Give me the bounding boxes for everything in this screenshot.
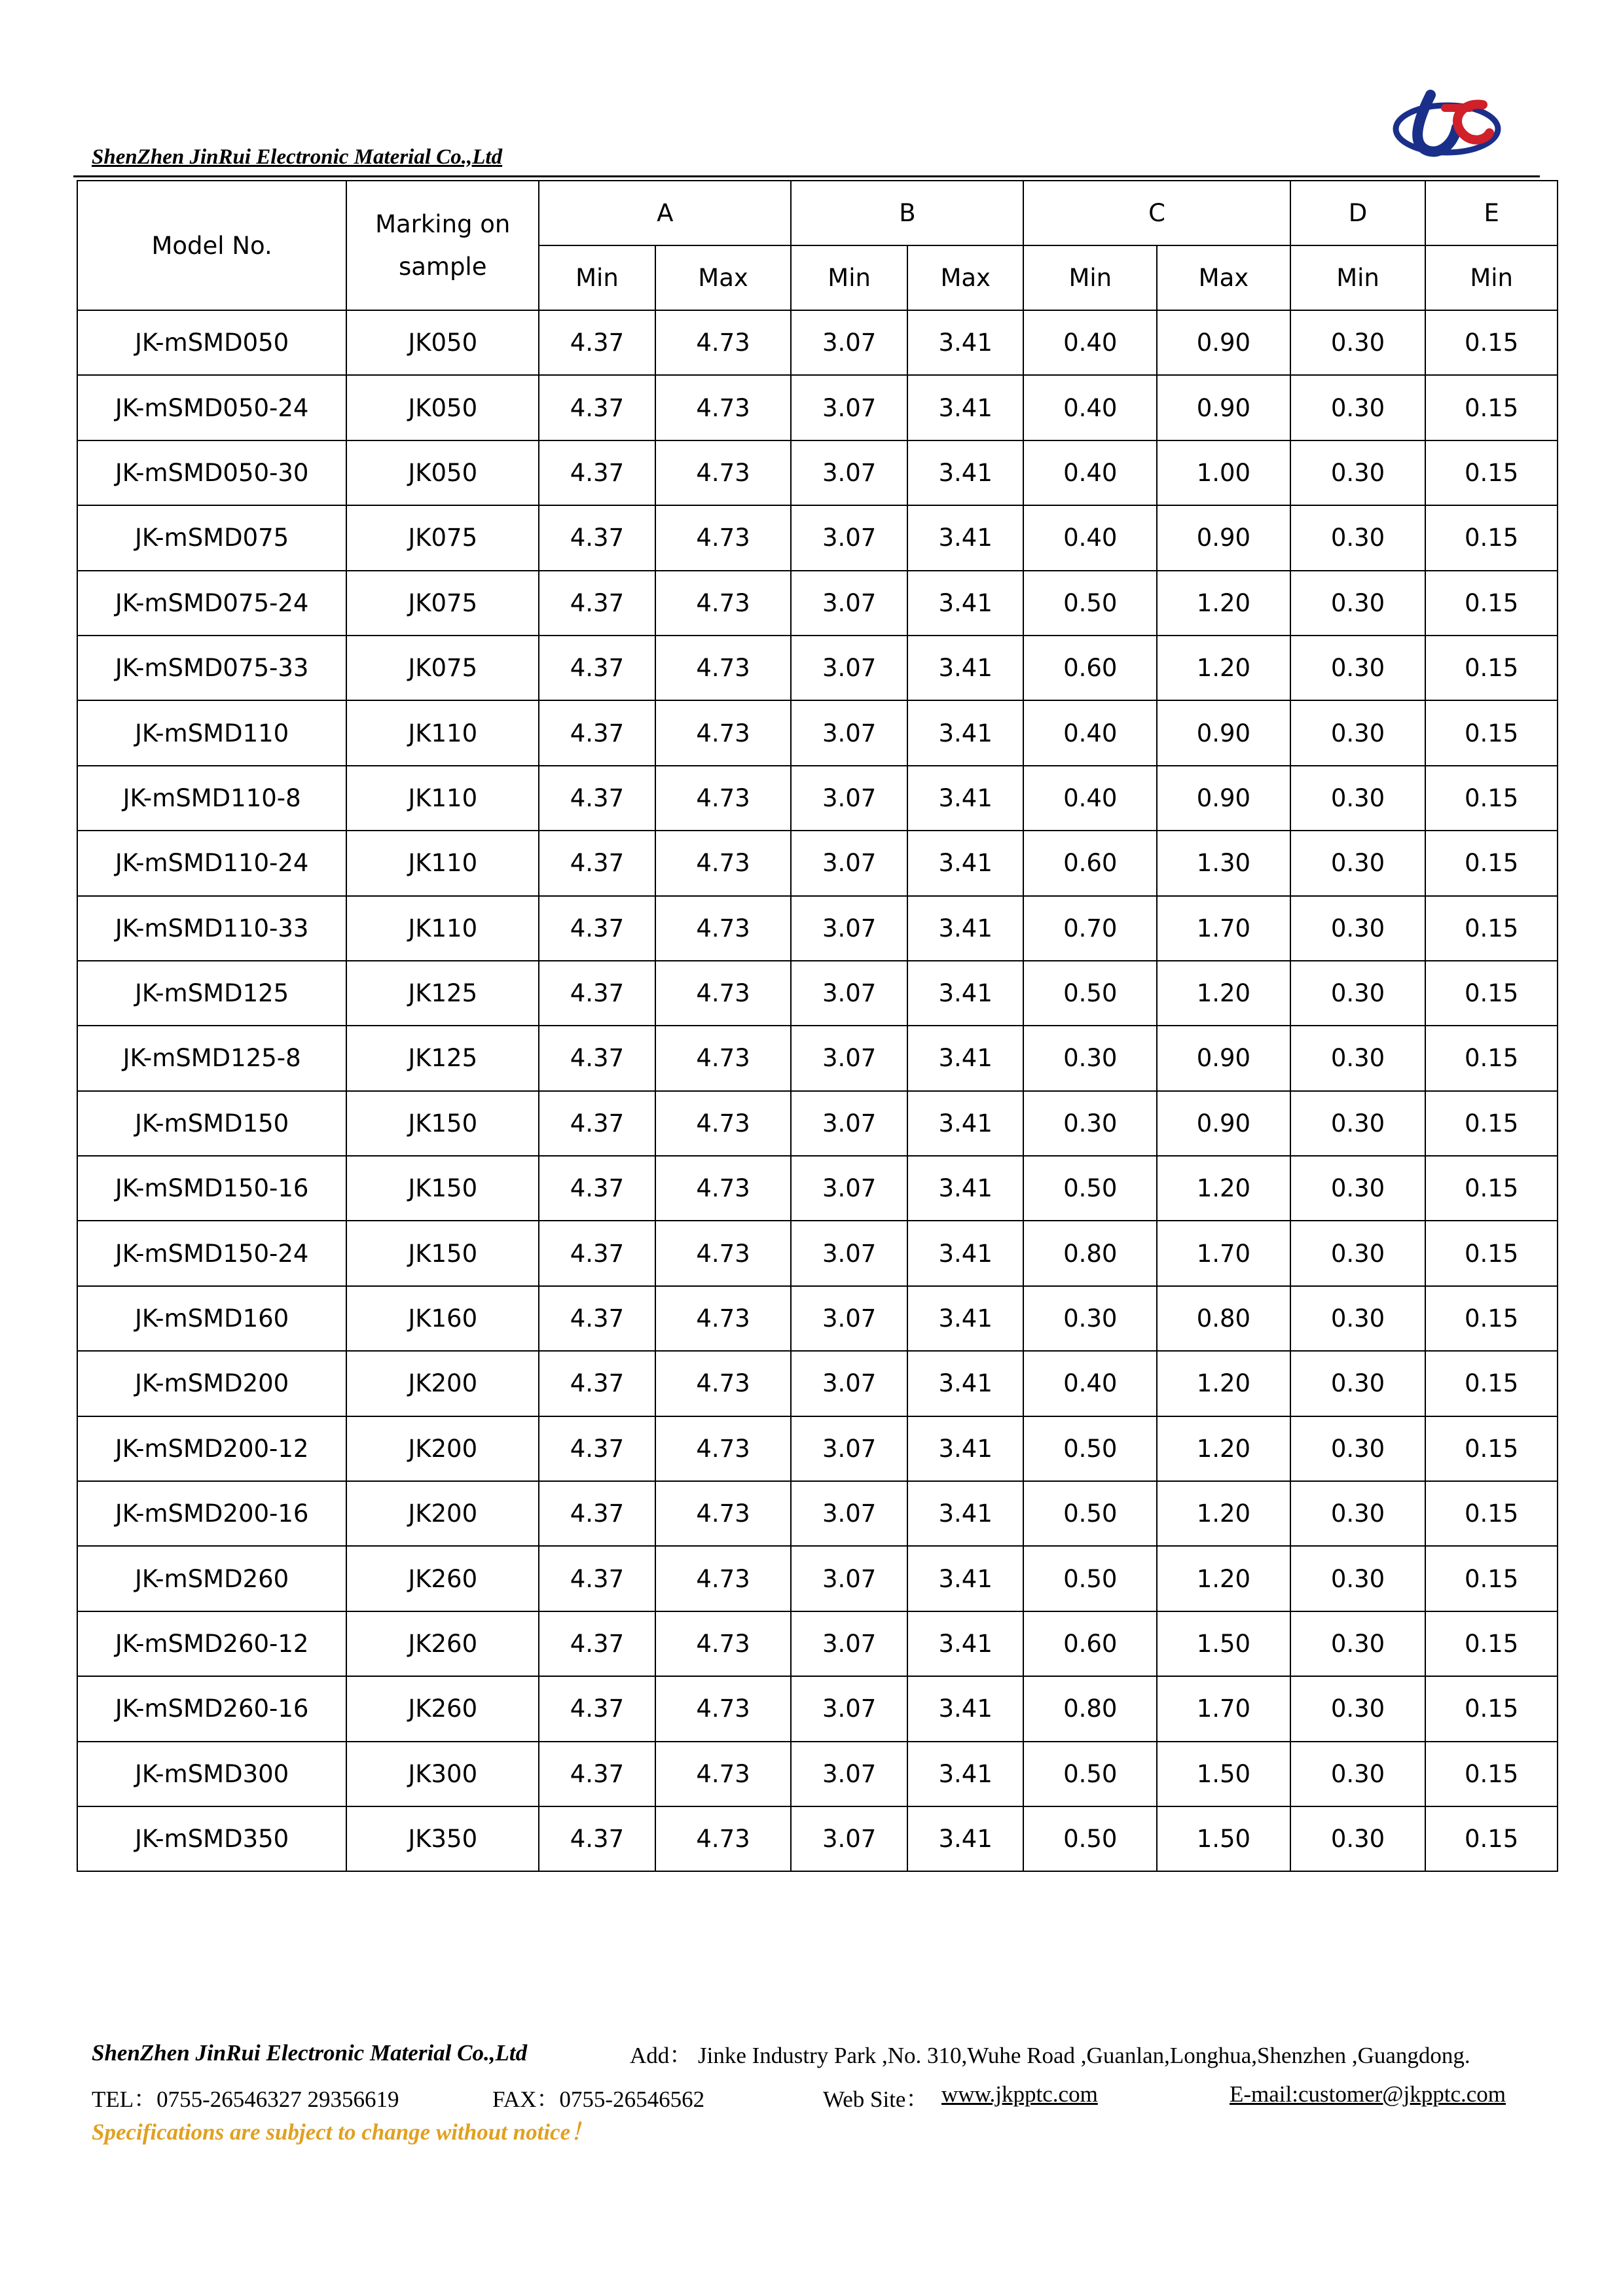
marking-cell: JK160 — [346, 1286, 539, 1351]
dimension-cell: 0.40 — [1023, 505, 1157, 570]
dimension-cell: 0.90 — [1157, 505, 1290, 570]
dimension-cell: 0.30 — [1290, 896, 1426, 961]
dimension-cell: 3.07 — [791, 1416, 907, 1481]
table-row — [77, 1286, 1558, 1351]
dimension-cell: 1.70 — [1157, 1676, 1290, 1741]
marking-cell: JK110 — [346, 831, 539, 895]
dimension-cell: 4.37 — [539, 896, 655, 961]
column-group-d: D — [1290, 181, 1426, 245]
marking-cell: JK110 — [346, 766, 539, 831]
dimension-cell: 0.40 — [1023, 700, 1157, 765]
dimension-cell: 4.37 — [539, 1546, 655, 1611]
dimension-cell: 0.30 — [1290, 1676, 1426, 1741]
dimension-cell: 0.60 — [1023, 636, 1157, 700]
dimension-cell: 0.30 — [1290, 1481, 1426, 1546]
dimension-cell: 3.41 — [907, 1351, 1024, 1416]
table-row — [77, 310, 1558, 375]
dimension-cell: 4.73 — [655, 1026, 792, 1090]
dimension-cell: 0.40 — [1023, 375, 1157, 440]
dimension-cell: 0.30 — [1290, 1351, 1426, 1416]
dimension-cell: 3.07 — [791, 1026, 907, 1090]
dimension-cell: 3.07 — [791, 1806, 907, 1871]
dimension-cell: 0.30 — [1290, 700, 1426, 765]
table-row — [77, 571, 1558, 636]
dimension-cell: 0.40 — [1023, 440, 1157, 505]
marking-cell: JK110 — [346, 700, 539, 765]
dimension-cell: 3.07 — [791, 1286, 907, 1351]
marking-cell: JK150 — [346, 1221, 539, 1285]
model-cell: JK-mSMD350 — [77, 1806, 346, 1871]
dimension-cell: 4.37 — [539, 1416, 655, 1481]
dimension-cell: 0.15 — [1425, 1156, 1558, 1221]
dimension-cell: 3.07 — [791, 505, 907, 570]
dimension-cell: 1.50 — [1157, 1806, 1290, 1871]
footer-company-name: ShenZhen JinRui Electronic Material Co.,Ltd — [92, 2040, 528, 2066]
table-row — [77, 831, 1558, 895]
dimension-cell: 3.07 — [791, 831, 907, 895]
model-cell: JK-mSMD050-24 — [77, 375, 346, 440]
marking-cell: JK125 — [346, 1026, 539, 1090]
dimension-cell: 0.15 — [1425, 1546, 1558, 1611]
footer-notice: Specifications are subject to change without notice！ — [92, 2119, 594, 2145]
dimension-cell: 3.41 — [907, 1742, 1024, 1806]
dimension-cell: 0.15 — [1425, 1676, 1558, 1741]
dimension-cell: 0.50 — [1023, 961, 1157, 1026]
table-row — [77, 1416, 1558, 1481]
dimension-cell: 1.70 — [1157, 1221, 1290, 1285]
model-cell: JK-mSMD075 — [77, 505, 346, 570]
dimension-cell: 0.50 — [1023, 1806, 1157, 1871]
dimension-cell: 4.37 — [539, 1221, 655, 1285]
column-header-model: Model No. — [77, 181, 346, 310]
dimension-cell: 4.37 — [539, 636, 655, 700]
marking-cell: JK050 — [346, 375, 539, 440]
dimension-cell: 0.90 — [1157, 1091, 1290, 1156]
marking-cell: JK300 — [346, 1742, 539, 1806]
dimension-cell: 0.50 — [1023, 1742, 1157, 1806]
table-row — [77, 1026, 1558, 1090]
dimension-cell: 0.30 — [1290, 1156, 1426, 1221]
dimension-cell: 0.15 — [1425, 766, 1558, 831]
dimension-cell: 1.20 — [1157, 961, 1290, 1026]
column-group-e: E — [1425, 181, 1558, 245]
dimension-cell: 3.41 — [907, 1026, 1024, 1090]
model-cell: JK-mSMD300 — [77, 1742, 346, 1806]
dimension-cell: 0.30 — [1290, 440, 1426, 505]
dimension-cell: 3.07 — [791, 1676, 907, 1741]
marking-cell: JK050 — [346, 440, 539, 505]
dimension-cell: 4.73 — [655, 1091, 792, 1156]
dimension-cell: 4.73 — [655, 636, 792, 700]
dimension-cell: 1.00 — [1157, 440, 1290, 505]
model-cell: JK-mSMD125-8 — [77, 1026, 346, 1090]
dimension-cell: 0.60 — [1023, 1611, 1157, 1676]
model-cell: JK-mSMD260-12 — [77, 1611, 346, 1676]
dimension-cell: 0.90 — [1157, 310, 1290, 375]
dimension-cell: 0.30 — [1290, 1416, 1426, 1481]
dimension-cell: 3.07 — [791, 440, 907, 505]
dimension-cell: 4.73 — [655, 1611, 792, 1676]
dimension-cell: 0.30 — [1290, 831, 1426, 895]
table-row — [77, 636, 1558, 700]
dimension-cell: 0.30 — [1023, 1026, 1157, 1090]
dimension-cell: 3.07 — [791, 375, 907, 440]
model-cell: JK-mSMD200 — [77, 1351, 346, 1416]
dimension-cell: 0.30 — [1290, 375, 1426, 440]
table-row — [77, 700, 1558, 765]
dimension-cell: 0.30 — [1290, 310, 1426, 375]
dimension-cell: 1.50 — [1157, 1611, 1290, 1676]
footer-tel: TEL：0755-26546327 29356619 — [92, 2087, 399, 2112]
dimension-cell: 0.15 — [1425, 375, 1558, 440]
dimension-cell: 1.20 — [1157, 636, 1290, 700]
dimension-cell: 3.41 — [907, 896, 1024, 961]
dimension-cell: 0.80 — [1023, 1221, 1157, 1285]
dimension-cell: 0.40 — [1023, 1351, 1157, 1416]
dimension-cell: 0.15 — [1425, 831, 1558, 895]
dimension-cell: 3.41 — [907, 636, 1024, 700]
dimension-cell: 0.15 — [1425, 1026, 1558, 1090]
marking-header-line2: sample — [398, 253, 487, 281]
footer-website-label: Web Site： — [823, 2087, 929, 2112]
marking-cell: JK050 — [346, 310, 539, 375]
model-cell: JK-mSMD260-16 — [77, 1676, 346, 1741]
column-subheader: Min — [791, 245, 907, 310]
table-row — [77, 1481, 1558, 1546]
dimension-cell: 0.15 — [1425, 1481, 1558, 1546]
dimension-cell: 0.30 — [1023, 1286, 1157, 1351]
dimension-cell: 3.07 — [791, 310, 907, 375]
table-row — [77, 375, 1558, 440]
marking-cell: JK075 — [346, 636, 539, 700]
dimension-cell: 0.15 — [1425, 1221, 1558, 1285]
column-group-a: A — [539, 181, 791, 245]
dimension-cell: 3.41 — [907, 375, 1024, 440]
dimension-cell: 0.15 — [1425, 1286, 1558, 1351]
dimension-cell: 3.07 — [791, 1351, 907, 1416]
dimension-cell: 4.37 — [539, 1156, 655, 1221]
dimension-cell: 4.73 — [655, 1221, 792, 1285]
dimension-cell: 0.15 — [1425, 1806, 1558, 1871]
dimension-cell: 1.70 — [1157, 896, 1290, 961]
marking-cell: JK260 — [346, 1611, 539, 1676]
column-subheader: Min — [1425, 245, 1558, 310]
dimension-cell: 4.73 — [655, 1481, 792, 1546]
model-cell: JK-mSMD110-8 — [77, 766, 346, 831]
marking-cell: JK075 — [346, 571, 539, 636]
dimension-cell: 0.15 — [1425, 636, 1558, 700]
marking-header-line1: Marking on — [375, 210, 511, 238]
dimension-cell: 3.07 — [791, 1546, 907, 1611]
footer-address: Add： Jinke Industry Park ,No. 310,Wuhe Road ,Guanlan,Longhua,Shenzhen ,Guangdong. — [630, 2043, 1470, 2068]
dimension-cell: 3.41 — [907, 766, 1024, 831]
dimension-cell: 3.41 — [907, 1416, 1024, 1481]
dimension-cell: 0.50 — [1023, 571, 1157, 636]
model-cell: JK-mSMD110-33 — [77, 896, 346, 961]
dimension-cell: 0.50 — [1023, 1156, 1157, 1221]
dimension-cell: 0.30 — [1290, 1026, 1426, 1090]
table-row — [77, 1351, 1558, 1416]
dimension-cell: 4.37 — [539, 310, 655, 375]
table-row — [77, 505, 1558, 570]
model-cell: JK-mSMD075-24 — [77, 571, 346, 636]
dimension-cell: 0.30 — [1290, 505, 1426, 570]
dimension-cell: 0.15 — [1425, 700, 1558, 765]
dimension-cell: 4.73 — [655, 310, 792, 375]
table-row — [77, 896, 1558, 961]
dimension-cell: 4.73 — [655, 1156, 792, 1221]
dimension-cell: 3.41 — [907, 310, 1024, 375]
dimension-cell: 3.41 — [907, 1611, 1024, 1676]
column-subheader: Min — [539, 245, 655, 310]
dimension-cell: 4.37 — [539, 831, 655, 895]
model-cell: JK-mSMD200-16 — [77, 1481, 346, 1546]
dimension-cell: 0.30 — [1290, 766, 1426, 831]
spec-table — [77, 180, 1558, 1872]
table-row — [77, 961, 1558, 1026]
header-company-name: ShenZhen JinRui Electronic Material Co.,Ltd — [92, 145, 503, 169]
dimension-cell: 3.41 — [907, 1806, 1024, 1871]
dimension-cell: 0.15 — [1425, 1416, 1558, 1481]
dimension-cell: 3.07 — [791, 636, 907, 700]
dimension-cell: 0.30 — [1290, 1806, 1426, 1871]
dimension-cell: 0.15 — [1425, 1611, 1558, 1676]
dimension-cell: 3.07 — [791, 1156, 907, 1221]
dimension-cell: 0.30 — [1290, 1286, 1426, 1351]
dimension-cell: 3.07 — [791, 571, 907, 636]
dimension-cell: 4.37 — [539, 1481, 655, 1546]
marking-cell: JK110 — [346, 896, 539, 961]
dimension-cell: 0.50 — [1023, 1481, 1157, 1546]
dimension-cell: 3.41 — [907, 1481, 1024, 1546]
model-cell: JK-mSMD050-30 — [77, 440, 346, 505]
dimension-cell: 4.37 — [539, 1091, 655, 1156]
column-header-marking — [346, 181, 539, 310]
table-row — [77, 1676, 1558, 1741]
dimension-cell: 1.50 — [1157, 1742, 1290, 1806]
table-row — [77, 766, 1558, 831]
dimension-cell: 1.20 — [1157, 1351, 1290, 1416]
column-subheader: Min — [1290, 245, 1426, 310]
dimension-cell: 4.37 — [539, 1026, 655, 1090]
marking-cell: JK200 — [346, 1481, 539, 1546]
column-group-b: B — [791, 181, 1023, 245]
dimension-cell: 4.37 — [539, 1611, 655, 1676]
model-cell: JK-mSMD150-16 — [77, 1156, 346, 1221]
dimension-cell: 4.37 — [539, 571, 655, 636]
table-row — [77, 1091, 1558, 1156]
dimension-cell: 3.41 — [907, 1546, 1024, 1611]
model-cell: JK-mSMD150-24 — [77, 1221, 346, 1285]
dimension-cell: 4.73 — [655, 831, 792, 895]
dimension-cell: 0.15 — [1425, 571, 1558, 636]
dimension-cell: 4.37 — [539, 375, 655, 440]
dimension-cell: 0.15 — [1425, 440, 1558, 505]
dimension-cell: 0.90 — [1157, 700, 1290, 765]
dimension-cell: 3.07 — [791, 766, 907, 831]
model-cell: JK-mSMD050 — [77, 310, 346, 375]
model-cell: JK-mSMD075-33 — [77, 636, 346, 700]
model-cell: JK-mSMD150 — [77, 1091, 346, 1156]
company-logo-icon — [1391, 82, 1503, 167]
dimension-cell: 4.37 — [539, 1286, 655, 1351]
dimension-cell: 0.15 — [1425, 896, 1558, 961]
model-cell: JK-mSMD110-24 — [77, 831, 346, 895]
dimension-cell: 0.15 — [1425, 1351, 1558, 1416]
dimension-cell: 3.07 — [791, 896, 907, 961]
dimension-cell: 0.30 — [1023, 1091, 1157, 1156]
dimension-cell: 3.41 — [907, 1221, 1024, 1285]
dimension-cell: 3.41 — [907, 1676, 1024, 1741]
table-row — [77, 440, 1558, 505]
dimension-cell: 4.37 — [539, 1806, 655, 1871]
dimension-cell: 4.73 — [655, 505, 792, 570]
dimension-cell: 3.41 — [907, 1156, 1024, 1221]
dimension-cell: 0.30 — [1290, 636, 1426, 700]
dimension-cell: 0.40 — [1023, 766, 1157, 831]
model-cell: JK-mSMD200-12 — [77, 1416, 346, 1481]
dimension-cell: 0.90 — [1157, 1026, 1290, 1090]
dimension-cell: 0.40 — [1023, 310, 1157, 375]
dimension-cell: 1.20 — [1157, 1156, 1290, 1221]
column-group-c: C — [1023, 181, 1290, 245]
dimension-cell: 0.90 — [1157, 766, 1290, 831]
model-cell: JK-mSMD160 — [77, 1286, 346, 1351]
dimension-cell: 4.73 — [655, 571, 792, 636]
dimension-cell: 4.73 — [655, 1351, 792, 1416]
dimension-cell: 0.30 — [1290, 571, 1426, 636]
dimension-cell: 0.30 — [1290, 1091, 1426, 1156]
dimension-cell: 0.80 — [1157, 1286, 1290, 1351]
dimension-cell: 3.41 — [907, 831, 1024, 895]
dimension-cell: 4.73 — [655, 440, 792, 505]
footer-contact-line — [92, 2081, 1532, 2111]
dimension-cell: 4.37 — [539, 1676, 655, 1741]
dimension-cell: 1.30 — [1157, 831, 1290, 895]
dimension-cell: 0.50 — [1023, 1546, 1157, 1611]
dimension-cell: 3.41 — [907, 961, 1024, 1026]
dimension-cell: 1.20 — [1157, 571, 1290, 636]
header-rule — [73, 175, 1540, 177]
model-cell: JK-mSMD260 — [77, 1546, 346, 1611]
dimension-cell: 0.70 — [1023, 896, 1157, 961]
header-row-groups — [77, 181, 1558, 245]
dimension-cell: 3.07 — [791, 1481, 907, 1546]
dimension-cell: 4.73 — [655, 1742, 792, 1806]
dimension-cell: 4.73 — [655, 1286, 792, 1351]
dimension-cell: 1.20 — [1157, 1481, 1290, 1546]
dimension-cell: 4.73 — [655, 1676, 792, 1741]
dimension-cell: 0.90 — [1157, 375, 1290, 440]
dimension-cell: 4.73 — [655, 896, 792, 961]
marking-cell: JK150 — [346, 1156, 539, 1221]
dimension-cell: 3.41 — [907, 505, 1024, 570]
dimension-cell: 4.73 — [655, 700, 792, 765]
table-row — [77, 1221, 1558, 1285]
marking-cell: JK125 — [346, 961, 539, 1026]
table-row — [77, 1611, 1558, 1676]
dimension-cell: 0.30 — [1290, 1221, 1426, 1285]
dimension-cell: 0.30 — [1290, 961, 1426, 1026]
dimension-cell: 4.37 — [539, 766, 655, 831]
dimension-cell: 3.41 — [907, 1091, 1024, 1156]
dimension-cell: 0.15 — [1425, 1091, 1558, 1156]
footer-website-link[interactable]: www.jkpptc.com — [941, 2081, 1098, 2107]
dimension-cell: 3.07 — [791, 1611, 907, 1676]
dimension-cell: 4.73 — [655, 1806, 792, 1871]
dimension-cell: 3.41 — [907, 1286, 1024, 1351]
dimension-cell: 0.30 — [1290, 1611, 1426, 1676]
dimension-cell: 4.73 — [655, 375, 792, 440]
dimension-cell: 3.07 — [791, 1221, 907, 1285]
footer-email-link[interactable]: E-mail:customer@jkpptc.com — [1230, 2081, 1506, 2107]
dimension-cell: 3.07 — [791, 700, 907, 765]
dimension-cell: 1.20 — [1157, 1546, 1290, 1611]
marking-cell: JK260 — [346, 1546, 539, 1611]
dimension-cell: 4.73 — [655, 961, 792, 1026]
marking-cell: JK150 — [346, 1091, 539, 1156]
column-subheader: Min — [1023, 245, 1157, 310]
marking-cell: JK350 — [346, 1806, 539, 1871]
dimension-cell: 0.15 — [1425, 505, 1558, 570]
table-row — [77, 1546, 1558, 1611]
dimension-cell: 3.07 — [791, 1091, 907, 1156]
marking-cell: JK200 — [346, 1416, 539, 1481]
marking-cell: JK260 — [346, 1676, 539, 1741]
table-row — [77, 1156, 1558, 1221]
dimension-cell: 4.37 — [539, 700, 655, 765]
dimension-cell: 0.60 — [1023, 831, 1157, 895]
dimension-cell: 4.37 — [539, 505, 655, 570]
column-subheader: Max — [655, 245, 792, 310]
marking-cell: JK075 — [346, 505, 539, 570]
dimension-cell: 4.37 — [539, 1351, 655, 1416]
column-subheader: Max — [907, 245, 1024, 310]
dimension-cell: 4.73 — [655, 766, 792, 831]
dimension-cell: 0.15 — [1425, 1742, 1558, 1806]
dimension-cell: 4.37 — [539, 1742, 655, 1806]
footer-fax: FAX：0755-26546562 — [492, 2087, 705, 2112]
model-cell: JK-mSMD110 — [77, 700, 346, 765]
dimension-cell: 4.37 — [539, 961, 655, 1026]
table-row — [77, 1806, 1558, 1871]
table-row — [77, 1742, 1558, 1806]
dimension-cell: 3.41 — [907, 571, 1024, 636]
marking-cell: JK200 — [346, 1351, 539, 1416]
dimension-cell: 0.50 — [1023, 1416, 1157, 1481]
dimension-cell: 0.80 — [1023, 1676, 1157, 1741]
model-cell: JK-mSMD125 — [77, 961, 346, 1026]
dimension-cell: 0.30 — [1290, 1742, 1426, 1806]
dimension-cell: 3.41 — [907, 700, 1024, 765]
dimension-cell: 0.15 — [1425, 310, 1558, 375]
dimension-cell: 4.73 — [655, 1546, 792, 1611]
dimension-cell: 0.15 — [1425, 961, 1558, 1026]
dimension-cell: 4.73 — [655, 1416, 792, 1481]
dimension-cell: 0.30 — [1290, 1546, 1426, 1611]
dimension-cell: 4.37 — [539, 440, 655, 505]
column-subheader: Max — [1157, 245, 1290, 310]
spec-table-body — [77, 310, 1558, 1871]
dimension-cell: 1.20 — [1157, 1416, 1290, 1481]
dimension-cell: 3.41 — [907, 440, 1024, 505]
dimension-cell: 3.07 — [791, 961, 907, 1026]
dimension-cell: 3.07 — [791, 1742, 907, 1806]
